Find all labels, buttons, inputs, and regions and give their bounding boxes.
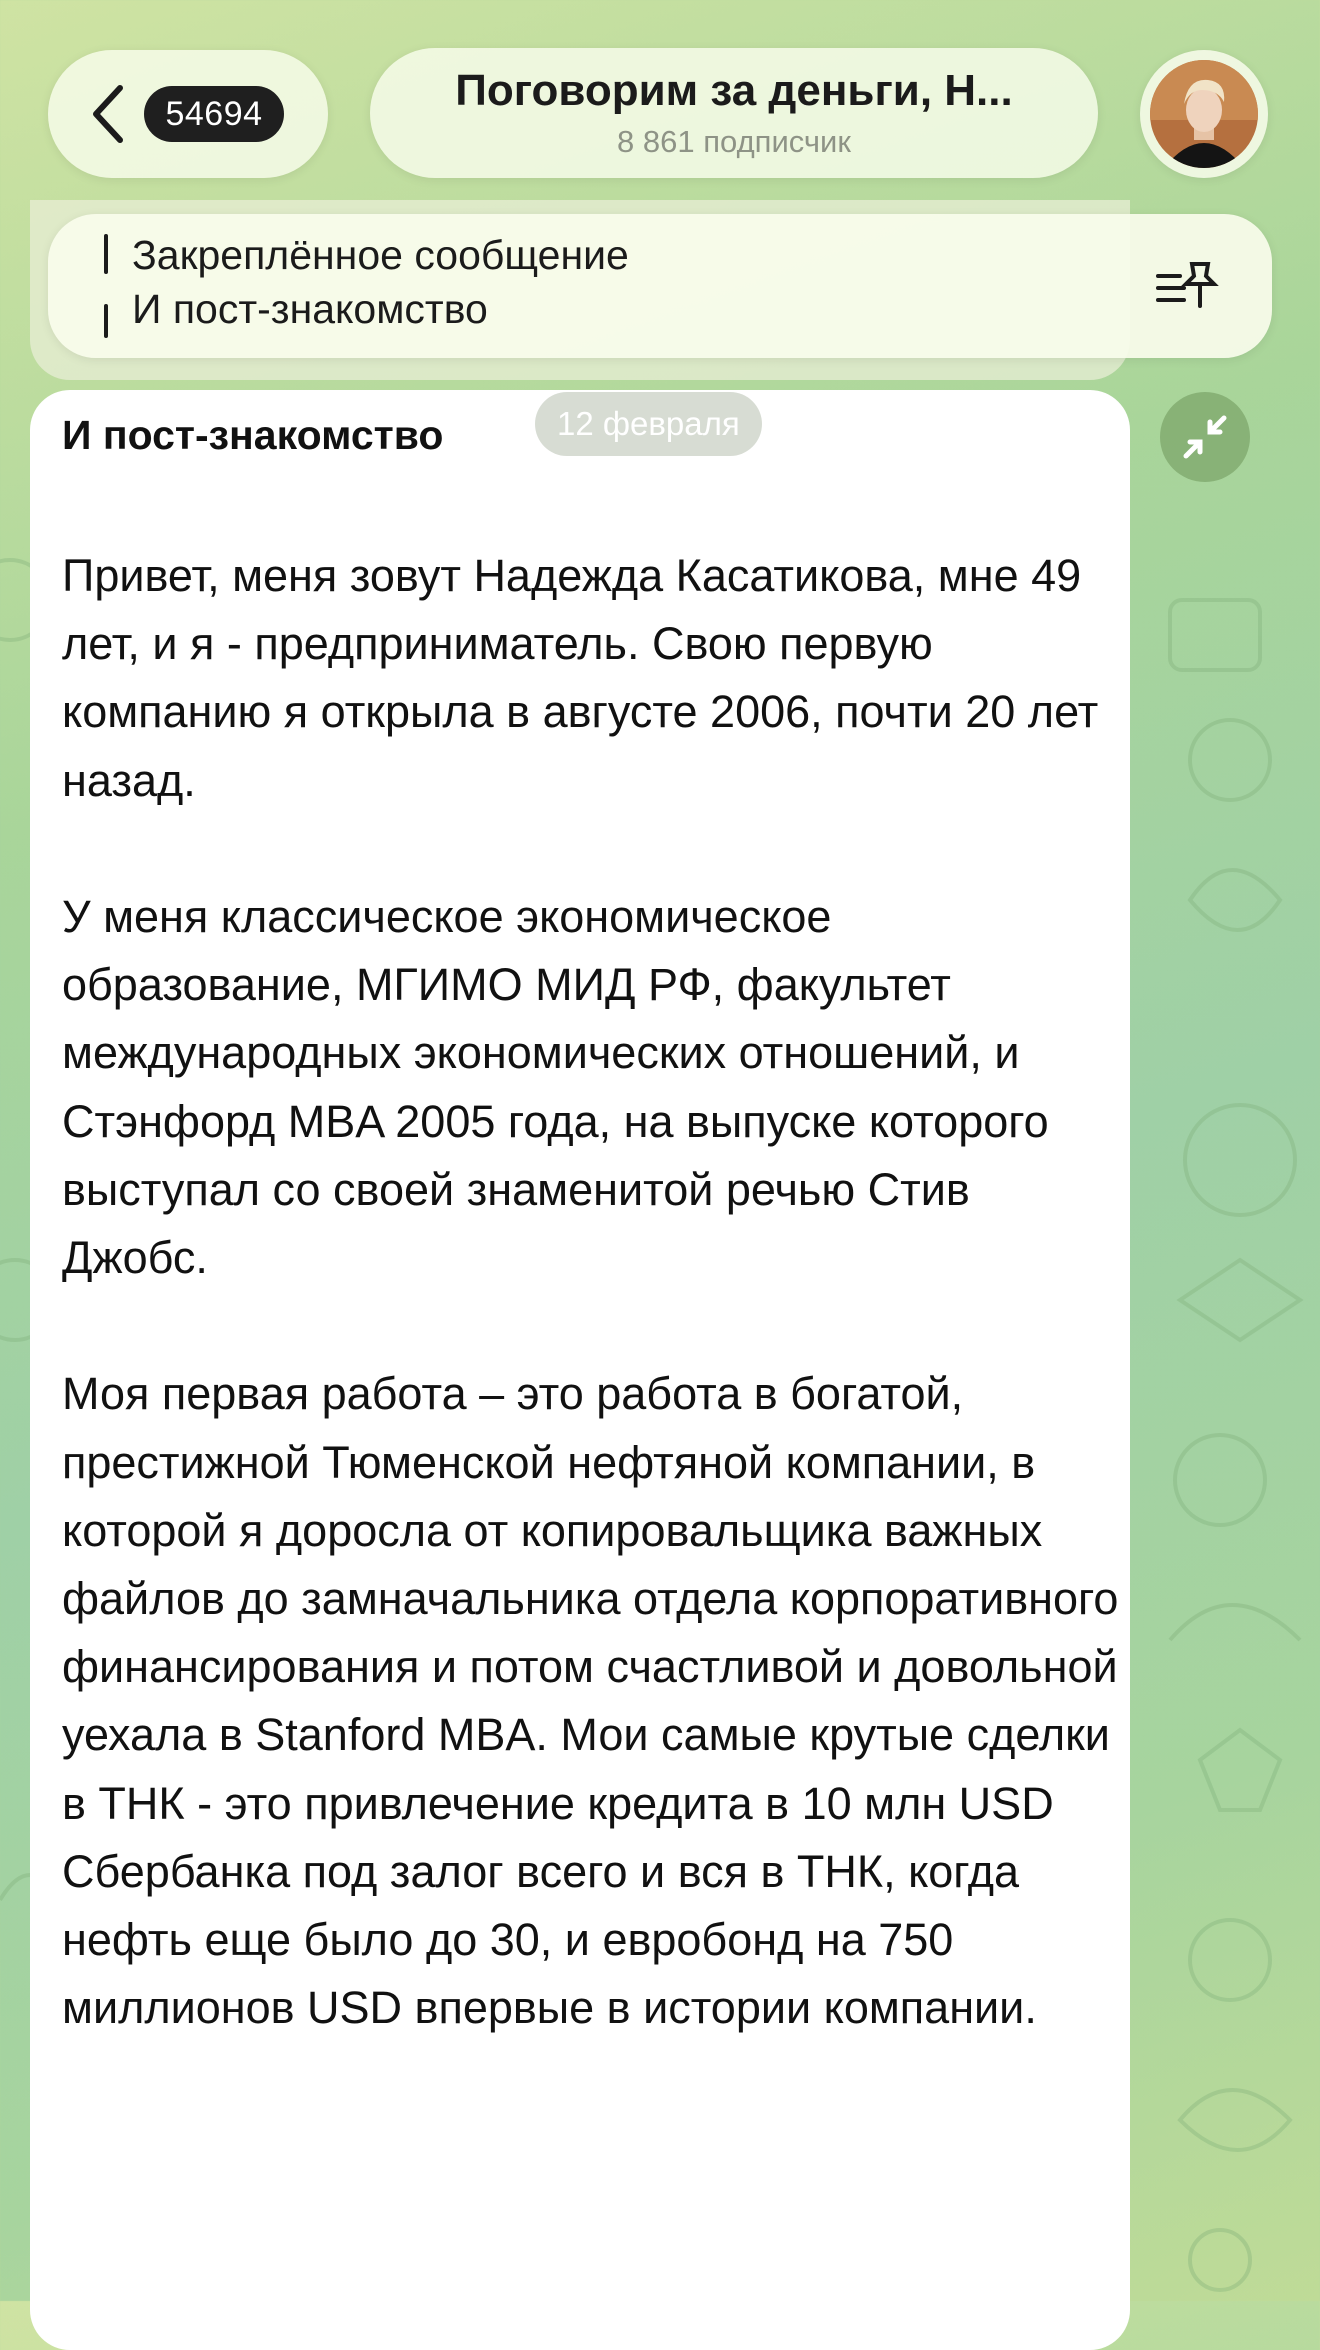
channel-title: Поговорим за деньги, Н... [455,66,1013,115]
avatar [1150,60,1258,168]
pinned-label: Закреплённое сообщение [132,232,629,278]
message-paragraph: У меня классическое экономическое образование, МГИМО МИД РФ, факультет международных экономических отношений, и Стэнфорд MBA 2005 года, на выпуске которого выступал со своей знаменитой речью Стив Джобс. [62,891,1049,1284]
subscriber-count: 8 861 подписчик [617,124,851,159]
pin-indicator [104,304,108,338]
back-button[interactable] [48,50,328,178]
channel-avatar[interactable] [1140,50,1268,178]
pinned-message-bar[interactable] [48,214,1272,358]
message-title: И пост-знакомство [62,412,444,458]
message-paragraph: Привет, меня зовут Надежда Касатикова, мне 49 лет, и я - предприниматель. Свою первую компанию я открыла в августе 2006, почти 20 лет назад. [62,550,1099,806]
message-body [62,542,1122,2111]
pinned-list-icon[interactable] [1154,258,1220,314]
channel-header[interactable] [370,48,1098,178]
message-bubble [30,390,1130,2350]
collapse-icon [1180,412,1230,462]
pin-indicator [104,234,108,274]
unread-count-badge: 54694 [144,86,284,142]
collapse-button[interactable] [1160,392,1250,482]
date-badge: 12 февраля [535,392,762,456]
chevron-left-icon [88,84,126,144]
message-paragraph: Моя первая работа – это работа в богатой, престижной Тюменской нефтяной компании, в которой я доросла от копировальщика важных файлов до замначальника отдела корпоративного финансирования и потом счастливой и довольной уехала в Stanford MBA. Мои самые крутые сделки в ТНК - это привлечение кредита в 10 млн USD Сбербанка под залог всего и вся в ТНК, когда нефть еще было до 30, и евробонд на 750 миллионов USD впервые в истории компании. [62,1368,1119,2034]
pinned-text: И пост-знакомство [132,286,488,332]
